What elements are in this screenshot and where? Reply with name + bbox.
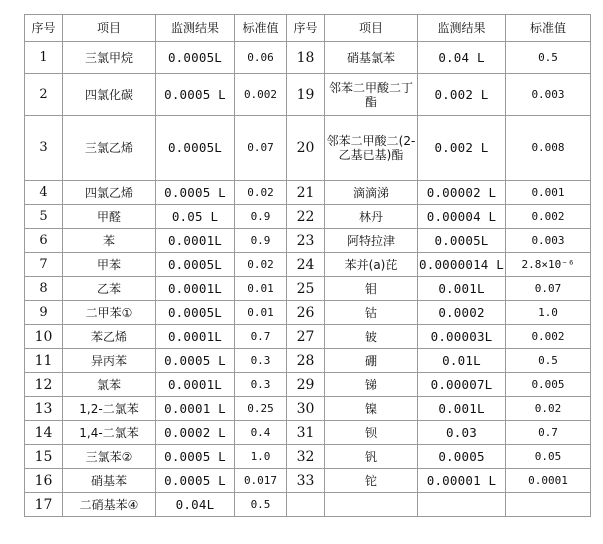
- right-standard-cell: 0.005: [506, 373, 591, 397]
- right-result-cell: 0.03: [418, 421, 506, 445]
- right-no-cell: 33: [287, 469, 325, 493]
- right-no-cell: 22: [287, 205, 325, 229]
- right-item-cell: 阿特拉津: [325, 229, 418, 253]
- right-no-cell: 21: [287, 181, 325, 205]
- left-result-cell: 0.0005 L: [156, 74, 235, 116]
- left-result-cell: 0.0005L: [156, 253, 235, 277]
- left-standard-cell: 0.3: [235, 373, 287, 397]
- left-standard-cell: 0.002: [235, 74, 287, 116]
- header-result-right: 监测结果: [418, 15, 506, 42]
- left-item-cell: 二硝基苯④: [63, 493, 156, 517]
- left-result-cell: 0.04L: [156, 493, 235, 517]
- table-row: [25, 74, 591, 116]
- right-item-cell: 钼: [325, 277, 418, 301]
- right-standard-cell: 2.8×10⁻⁶: [506, 253, 591, 277]
- left-item-cell: 甲醛: [63, 205, 156, 229]
- left-result-cell: 0.05 L: [156, 205, 235, 229]
- right-standard-cell: 0.001: [506, 181, 591, 205]
- right-result-cell: 0.04 L: [418, 42, 506, 74]
- right-no-cell: 24: [287, 253, 325, 277]
- left-standard-cell: 0.7: [235, 325, 287, 349]
- left-no-cell: 11: [25, 349, 63, 373]
- right-standard-cell: 0.0001: [506, 469, 591, 493]
- left-item-cell: 四氯乙烯: [63, 181, 156, 205]
- right-standard-cell: 0.008: [506, 116, 591, 181]
- left-no-cell: 2: [25, 74, 63, 116]
- table-row: [25, 373, 591, 397]
- left-item-cell: 1,4-二氯苯: [63, 421, 156, 445]
- left-no-cell: 5: [25, 205, 63, 229]
- left-result-cell: 0.0005L: [156, 42, 235, 74]
- left-no-cell: 9: [25, 301, 63, 325]
- header-standard-right: 标准值: [506, 15, 591, 42]
- right-result-cell: 0.0000014 L: [418, 253, 506, 277]
- right-no-cell: 23: [287, 229, 325, 253]
- right-item-cell: 钒: [325, 445, 418, 469]
- right-item-cell: 镍: [325, 397, 418, 421]
- left-no-cell: 7: [25, 253, 63, 277]
- left-standard-cell: 0.4: [235, 421, 287, 445]
- table-row: [25, 116, 591, 181]
- right-item-cell: 铊: [325, 469, 418, 493]
- right-result-cell: 0.002 L: [418, 74, 506, 116]
- left-no-cell: 16: [25, 469, 63, 493]
- right-item-cell: 苯并(a)芘: [325, 253, 418, 277]
- table-row: [25, 277, 591, 301]
- table-row: [25, 253, 591, 277]
- left-result-cell: 0.0001L: [156, 277, 235, 301]
- right-no-cell: 20: [287, 116, 325, 181]
- right-no-cell: 18: [287, 42, 325, 74]
- left-standard-cell: 0.02: [235, 181, 287, 205]
- left-standard-cell: 0.06: [235, 42, 287, 74]
- header-row: [25, 15, 591, 42]
- monitoring-results-table: [24, 14, 591, 517]
- left-result-cell: 0.0005 L: [156, 469, 235, 493]
- left-standard-cell: 0.9: [235, 205, 287, 229]
- right-no-cell: 32: [287, 445, 325, 469]
- left-no-cell: 15: [25, 445, 63, 469]
- right-result-cell: 0.0005: [418, 445, 506, 469]
- left-item-cell: 二甲苯①: [63, 301, 156, 325]
- header-no-right: 序号: [287, 15, 325, 42]
- left-standard-cell: 0.9: [235, 229, 287, 253]
- header-no-left: 序号: [25, 15, 63, 42]
- right-standard-cell: 0.07: [506, 277, 591, 301]
- header-result-left: 监测结果: [156, 15, 235, 42]
- left-item-cell: 氯苯: [63, 373, 156, 397]
- right-no-cell: 27: [287, 325, 325, 349]
- right-item-cell: 邻苯二甲酸二(2-乙基已基)酯: [325, 116, 418, 181]
- left-no-cell: 1: [25, 42, 63, 74]
- left-standard-cell: 0.01: [235, 301, 287, 325]
- left-item-cell: 四氯化碳: [63, 74, 156, 116]
- right-standard-cell: 0.002: [506, 325, 591, 349]
- left-no-cell: 6: [25, 229, 63, 253]
- right-result-cell: 0.00007L: [418, 373, 506, 397]
- right-item-cell: 锑: [325, 373, 418, 397]
- right-standard-cell: 0.05: [506, 445, 591, 469]
- left-item-cell: 三氯苯②: [63, 445, 156, 469]
- right-standard-cell: 0.5: [506, 349, 591, 373]
- left-standard-cell: 1.0: [235, 445, 287, 469]
- right-result-cell: 0.002 L: [418, 116, 506, 181]
- right-result-cell: 0.00002 L: [418, 181, 506, 205]
- left-no-cell: 4: [25, 181, 63, 205]
- left-standard-cell: 0.017: [235, 469, 287, 493]
- right-result-cell: 0.0005L: [418, 229, 506, 253]
- left-item-cell: 苯: [63, 229, 156, 253]
- table-row: [25, 181, 591, 205]
- left-result-cell: 0.0002 L: [156, 421, 235, 445]
- left-no-cell: 10: [25, 325, 63, 349]
- left-no-cell: 8: [25, 277, 63, 301]
- left-standard-cell: 0.5: [235, 493, 287, 517]
- right-no-cell: 19: [287, 74, 325, 116]
- right-result-cell: 0.01L: [418, 349, 506, 373]
- left-item-cell: 三氯甲烷: [63, 42, 156, 74]
- left-item-cell: 苯乙烯: [63, 325, 156, 349]
- right-standard-cell: 0.7: [506, 421, 591, 445]
- right-no-cell: 25: [287, 277, 325, 301]
- right-result-cell: 0.00001 L: [418, 469, 506, 493]
- left-no-cell: 12: [25, 373, 63, 397]
- table-row: [25, 421, 591, 445]
- right-item-cell: 铍: [325, 325, 418, 349]
- left-result-cell: 0.0001L: [156, 373, 235, 397]
- right-no-cell: 31: [287, 421, 325, 445]
- left-no-cell: 3: [25, 116, 63, 181]
- left-item-cell: 1,2-二氯苯: [63, 397, 156, 421]
- table-body: [25, 42, 591, 517]
- left-result-cell: 0.0001L: [156, 325, 235, 349]
- right-standard-cell: 0.003: [506, 229, 591, 253]
- right-no-cell: [287, 493, 325, 517]
- left-result-cell: 0.0001 L: [156, 397, 235, 421]
- right-no-cell: 29: [287, 373, 325, 397]
- left-item-cell: 甲苯: [63, 253, 156, 277]
- left-no-cell: 17: [25, 493, 63, 517]
- right-standard-cell: [506, 493, 591, 517]
- left-standard-cell: 0.25: [235, 397, 287, 421]
- table-row: [25, 349, 591, 373]
- table-row: [25, 469, 591, 493]
- left-standard-cell: 0.02: [235, 253, 287, 277]
- right-item-cell: 钡: [325, 421, 418, 445]
- left-result-cell: 0.0005 L: [156, 445, 235, 469]
- right-result-cell: [418, 493, 506, 517]
- left-item-cell: 三氯乙烯: [63, 116, 156, 181]
- right-standard-cell: 0.5: [506, 42, 591, 74]
- right-standard-cell: 0.02: [506, 397, 591, 421]
- table-row: [25, 205, 591, 229]
- table-row: [25, 42, 591, 74]
- right-item-cell: 邻苯二甲酸二丁酯: [325, 74, 418, 116]
- left-no-cell: 13: [25, 397, 63, 421]
- table-row: [25, 397, 591, 421]
- right-standard-cell: 1.0: [506, 301, 591, 325]
- right-result-cell: 0.00004 L: [418, 205, 506, 229]
- right-standard-cell: 0.002: [506, 205, 591, 229]
- left-no-cell: 14: [25, 421, 63, 445]
- left-result-cell: 0.0005 L: [156, 349, 235, 373]
- right-result-cell: 0.001L: [418, 277, 506, 301]
- left-result-cell: 0.0001L: [156, 229, 235, 253]
- right-item-cell: 硼: [325, 349, 418, 373]
- left-result-cell: 0.0005L: [156, 301, 235, 325]
- left-standard-cell: 0.07: [235, 116, 287, 181]
- header-item-left: 项目: [63, 15, 156, 42]
- right-standard-cell: 0.003: [506, 74, 591, 116]
- right-no-cell: 30: [287, 397, 325, 421]
- right-result-cell: 0.00003L: [418, 325, 506, 349]
- right-result-cell: 0.001L: [418, 397, 506, 421]
- left-item-cell: 硝基苯: [63, 469, 156, 493]
- right-item-cell: 林丹: [325, 205, 418, 229]
- left-item-cell: 乙苯: [63, 277, 156, 301]
- right-no-cell: 26: [287, 301, 325, 325]
- right-item-cell: 滴滴涕: [325, 181, 418, 205]
- header-item-right: 项目: [325, 15, 418, 42]
- left-result-cell: 0.0005L: [156, 116, 235, 181]
- right-item-cell: 硝基氯苯: [325, 42, 418, 74]
- right-item-cell: 钴: [325, 301, 418, 325]
- table-row: [25, 445, 591, 469]
- table-row: [25, 301, 591, 325]
- right-item-cell: [325, 493, 418, 517]
- left-item-cell: 异丙苯: [63, 349, 156, 373]
- table-row: [25, 229, 591, 253]
- table-row: [25, 493, 591, 517]
- right-no-cell: 28: [287, 349, 325, 373]
- left-standard-cell: 0.01: [235, 277, 287, 301]
- header-standard-left: 标准值: [235, 15, 287, 42]
- left-standard-cell: 0.3: [235, 349, 287, 373]
- left-result-cell: 0.0005 L: [156, 181, 235, 205]
- table-row: [25, 325, 591, 349]
- right-result-cell: 0.0002: [418, 301, 506, 325]
